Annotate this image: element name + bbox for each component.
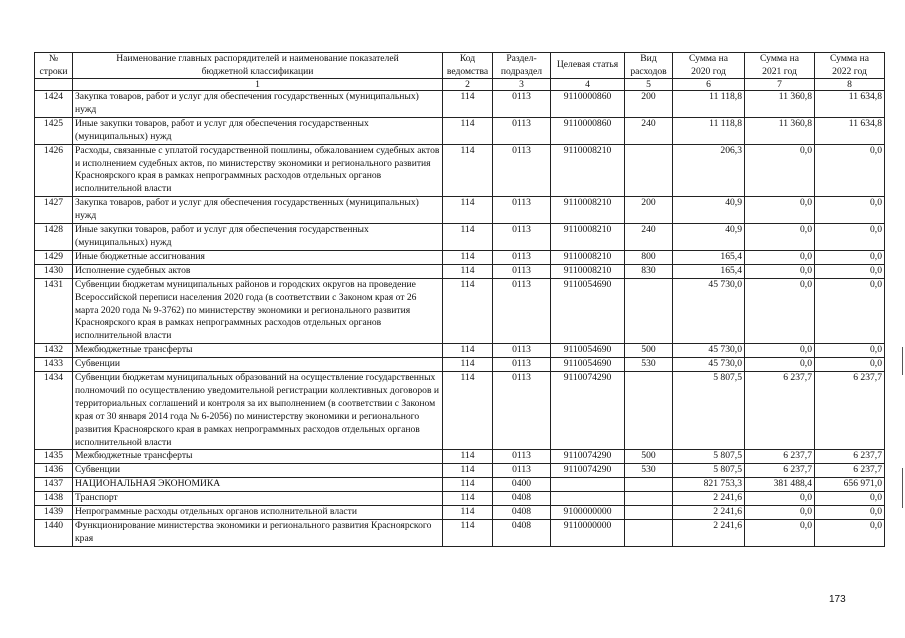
row-name: Непрограммные расходы отдельных органов исполнительной власти <box>73 506 443 520</box>
row-section: 0113 <box>493 250 551 264</box>
table-row <box>35 224 885 251</box>
row-target-article: 9110054690 <box>551 278 625 344</box>
row-sum-2021: 381 488,4 <box>745 478 815 492</box>
header-section: Раздел- подраздел <box>493 53 551 79</box>
row-sum-2022: 0,0 <box>815 358 885 372</box>
row-expense-type <box>625 372 673 450</box>
row-sum-2020: 821 753,3 <box>673 478 745 492</box>
row-name: Субвенции <box>73 358 443 372</box>
row-sum-2022: 6 237,7 <box>815 464 885 478</box>
row-department-code: 114 <box>443 264 493 278</box>
row-number: 1428 <box>35 224 73 251</box>
row-expense-type: 240 <box>625 224 673 251</box>
column-number: 2 <box>443 79 493 91</box>
row-sum-2020: 2 241,6 <box>673 492 745 506</box>
row-sum-2020: 45 730,0 <box>673 358 745 372</box>
row-department-code: 114 <box>443 520 493 547</box>
row-number: 1425 <box>35 117 73 144</box>
row-sum-2020: 5 807,5 <box>673 464 745 478</box>
row-department-code: 114 <box>443 144 493 197</box>
column-number: 3 <box>493 79 551 91</box>
row-name: Транспорт <box>73 492 443 506</box>
row-name: Межбюджетные трансферты <box>73 450 443 464</box>
row-department-code: 114 <box>443 91 493 118</box>
row-number: 1435 <box>35 450 73 464</box>
row-number: 1437 <box>35 478 73 492</box>
row-number: 1433 <box>35 358 73 372</box>
table-row <box>35 450 885 464</box>
row-target-article: 9110008210 <box>551 197 625 224</box>
row-number: 1429 <box>35 250 73 264</box>
row-expense-type: 500 <box>625 344 673 358</box>
row-target-article <box>551 492 625 506</box>
header-row-number: № строки <box>35 53 73 79</box>
row-sum-2020: 165,4 <box>673 250 745 264</box>
row-sum-2021: 0,0 <box>745 344 815 358</box>
table-row <box>35 197 885 224</box>
row-department-code: 114 <box>443 197 493 224</box>
row-section: 0113 <box>493 224 551 251</box>
row-sum-2020: 206,3 <box>673 144 745 197</box>
row-expense-type: 800 <box>625 250 673 264</box>
row-target-article: 9110074290 <box>551 464 625 478</box>
row-number: 1439 <box>35 506 73 520</box>
row-sum-2021: 6 237,7 <box>745 464 815 478</box>
row-sum-2020: 2 241,6 <box>673 520 745 547</box>
row-number: 1424 <box>35 91 73 118</box>
row-name: Иные закупки товаров, работ и услуг для обеспечения государственных (муниципальных) нужд <box>73 224 443 251</box>
row-name: Закупка товаров, работ и услуг для обеспечения государственных (муниципальных) нужд <box>73 91 443 118</box>
margin-mark <box>902 468 903 508</box>
row-section: 0113 <box>493 372 551 450</box>
row-department-code: 114 <box>443 117 493 144</box>
row-section: 0113 <box>493 91 551 118</box>
row-sum-2021: 6 237,7 <box>745 372 815 450</box>
row-name: Исполнение судебных актов <box>73 264 443 278</box>
row-sum-2021: 11 360,8 <box>745 117 815 144</box>
row-target-article: 9110008210 <box>551 144 625 197</box>
row-sum-2020: 5 807,5 <box>673 372 745 450</box>
row-sum-2022: 0,0 <box>815 278 885 344</box>
row-department-code: 114 <box>443 224 493 251</box>
row-sum-2021: 0,0 <box>745 506 815 520</box>
row-sum-2020: 2 241,6 <box>673 506 745 520</box>
row-section: 0408 <box>493 520 551 547</box>
row-target-article: 9110074290 <box>551 450 625 464</box>
column-number-row <box>35 79 885 91</box>
row-name: Межбюджетные трансферты <box>73 344 443 358</box>
table-row <box>35 478 885 492</box>
column-number: 7 <box>745 79 815 91</box>
header-row <box>35 53 885 79</box>
row-name: Функционирование министерства экономики и регионального развития Красноярского края <box>73 520 443 547</box>
row-expense-type: 530 <box>625 464 673 478</box>
row-expense-type <box>625 506 673 520</box>
margin-mark <box>902 347 903 375</box>
row-section: 0113 <box>493 278 551 344</box>
row-sum-2022: 0,0 <box>815 144 885 197</box>
row-department-code: 114 <box>443 506 493 520</box>
row-name: Субвенции <box>73 464 443 478</box>
header-sum-2020: Сумма на 2020 год <box>673 53 745 79</box>
table-header <box>35 53 885 91</box>
row-sum-2021: 0,0 <box>745 278 815 344</box>
row-name: Субвенции бюджетам муниципальных образований на осуществление государственных полномочий по осуществлению уведомительной регистрации коллективных договоров и территориальных соглашений и контроля за их выполнением (в соответствии с Законом края от 30 января 2014 года № 6-2056) по министерству экономики и регионального развития Красноярского края в рамках непрограммных расходов отдельных органов исполнительной власти <box>73 372 443 450</box>
row-target-article: 9110008210 <box>551 224 625 251</box>
table-body <box>35 91 885 547</box>
row-target-article: 9110000000 <box>551 520 625 547</box>
row-target-article: 9110008210 <box>551 250 625 264</box>
table-row <box>35 358 885 372</box>
row-number: 1434 <box>35 372 73 450</box>
header-sum-2022: Сумма на 2022 год <box>815 53 885 79</box>
page-number: 173 <box>829 594 846 605</box>
row-section: 0113 <box>493 264 551 278</box>
table-row <box>35 344 885 358</box>
column-number: 1 <box>73 79 443 91</box>
column-number: 6 <box>673 79 745 91</box>
row-sum-2020: 11 118,8 <box>673 117 745 144</box>
column-number: 8 <box>815 79 885 91</box>
row-sum-2022: 0,0 <box>815 250 885 264</box>
row-section: 0113 <box>493 117 551 144</box>
row-sum-2021: 0,0 <box>745 492 815 506</box>
budget-table <box>34 52 885 547</box>
row-sum-2022: 0,0 <box>815 506 885 520</box>
table-row <box>35 464 885 478</box>
row-sum-2020: 40,9 <box>673 224 745 251</box>
row-number: 1430 <box>35 264 73 278</box>
row-sum-2022: 656 971,0 <box>815 478 885 492</box>
row-sum-2022: 11 634,8 <box>815 117 885 144</box>
row-number: 1432 <box>35 344 73 358</box>
row-sum-2021: 0,0 <box>745 264 815 278</box>
row-sum-2021: 0,0 <box>745 197 815 224</box>
row-expense-type: 830 <box>625 264 673 278</box>
row-section: 0113 <box>493 144 551 197</box>
row-number: 1431 <box>35 278 73 344</box>
column-number <box>35 79 73 91</box>
row-department-code: 114 <box>443 278 493 344</box>
row-expense-type: 240 <box>625 117 673 144</box>
row-name: Субвенции бюджетам муниципальных районов и городских округов на проведение Всероссийской переписи населения 2020 года (в соответствии с Законом края от 26 марта 2020 года № 9-3762) по министерству экономики и регионального развития Красноярского края в рамках непрограммных расходов отдельных органов исполнительной власти <box>73 278 443 344</box>
row-sum-2020: 45 730,0 <box>673 344 745 358</box>
row-sum-2021: 11 360,8 <box>745 91 815 118</box>
column-number: 4 <box>551 79 625 91</box>
row-section: 0113 <box>493 464 551 478</box>
row-department-code: 114 <box>443 464 493 478</box>
row-department-code: 114 <box>443 478 493 492</box>
row-section: 0113 <box>493 197 551 224</box>
row-expense-type: 530 <box>625 358 673 372</box>
row-section: 0113 <box>493 344 551 358</box>
header-sum-2021: Сумма на 2021 год <box>745 53 815 79</box>
row-sum-2022: 0,0 <box>815 492 885 506</box>
row-sum-2021: 0,0 <box>745 250 815 264</box>
row-number: 1426 <box>35 144 73 197</box>
row-sum-2022: 6 237,7 <box>815 450 885 464</box>
row-expense-type <box>625 478 673 492</box>
header-name: Наименование главных распорядителей и наименование показателей бюджетной классификации <box>73 53 443 79</box>
row-department-code: 114 <box>443 372 493 450</box>
row-name: Закупка товаров, работ и услуг для обеспечения государственных (муниципальных) нужд <box>73 197 443 224</box>
row-department-code: 114 <box>443 450 493 464</box>
row-number: 1436 <box>35 464 73 478</box>
row-sum-2020: 5 807,5 <box>673 450 745 464</box>
row-section: 0408 <box>493 492 551 506</box>
row-section: 0113 <box>493 358 551 372</box>
table-row <box>35 278 885 344</box>
row-name: Иные бюджетные ассигнования <box>73 250 443 264</box>
row-sum-2022: 0,0 <box>815 264 885 278</box>
row-target-article <box>551 478 625 492</box>
row-department-code: 114 <box>443 344 493 358</box>
table-row <box>35 506 885 520</box>
column-number: 5 <box>625 79 673 91</box>
table-row <box>35 144 885 197</box>
row-sum-2022: 0,0 <box>815 344 885 358</box>
row-target-article: 9110008210 <box>551 264 625 278</box>
row-sum-2020: 165,4 <box>673 264 745 278</box>
row-number: 1440 <box>35 520 73 547</box>
row-department-code: 114 <box>443 492 493 506</box>
row-expense-type: 200 <box>625 91 673 118</box>
row-sum-2022: 11 634,8 <box>815 91 885 118</box>
row-name: Иные закупки товаров, работ и услуг для обеспечения государственных (муниципальных) нужд <box>73 117 443 144</box>
row-section: 0113 <box>493 450 551 464</box>
table-row <box>35 520 885 547</box>
row-name: НАЦИОНАЛЬНАЯ ЭКОНОМИКА <box>73 478 443 492</box>
row-sum-2022: 0,0 <box>815 224 885 251</box>
row-sum-2022: 6 237,7 <box>815 372 885 450</box>
header-expense-type: Вид расходов <box>625 53 673 79</box>
row-expense-type: 200 <box>625 197 673 224</box>
row-expense-type <box>625 520 673 547</box>
row-sum-2020: 45 730,0 <box>673 278 745 344</box>
header-department-code: Код ведомства <box>443 53 493 79</box>
row-sum-2021: 0,0 <box>745 520 815 547</box>
row-sum-2020: 11 118,8 <box>673 91 745 118</box>
table-row <box>35 91 885 118</box>
row-sum-2021: 0,0 <box>745 358 815 372</box>
row-section: 0400 <box>493 478 551 492</box>
row-expense-type: 500 <box>625 450 673 464</box>
row-expense-type <box>625 144 673 197</box>
header-target-article: Целевая статья <box>551 53 625 79</box>
row-sum-2022: 0,0 <box>815 197 885 224</box>
row-target-article: 9110000860 <box>551 117 625 144</box>
row-target-article: 9100000000 <box>551 506 625 520</box>
row-expense-type <box>625 492 673 506</box>
row-sum-2021: 0,0 <box>745 224 815 251</box>
row-section: 0408 <box>493 506 551 520</box>
row-number: 1438 <box>35 492 73 506</box>
row-sum-2021: 6 237,7 <box>745 450 815 464</box>
row-sum-2021: 0,0 <box>745 144 815 197</box>
table-row <box>35 250 885 264</box>
row-sum-2022: 0,0 <box>815 520 885 547</box>
table-row <box>35 117 885 144</box>
row-department-code: 114 <box>443 250 493 264</box>
table-row <box>35 372 885 450</box>
row-expense-type <box>625 278 673 344</box>
row-number: 1427 <box>35 197 73 224</box>
row-sum-2020: 40,9 <box>673 197 745 224</box>
row-department-code: 114 <box>443 358 493 372</box>
row-target-article: 9110054690 <box>551 344 625 358</box>
table-row <box>35 264 885 278</box>
row-target-article: 9110074290 <box>551 372 625 450</box>
row-name: Расходы, связанные с уплатой государственной пошлины, обжалованием судебных актов и исполнением судебных актов, по министерству экономики и регионального развития Красноярского края в рамках непрограммных расходов отдельных органов исполнительной власти <box>73 144 443 197</box>
table-row <box>35 492 885 506</box>
row-target-article: 9110054690 <box>551 358 625 372</box>
row-target-article: 9110000860 <box>551 91 625 118</box>
